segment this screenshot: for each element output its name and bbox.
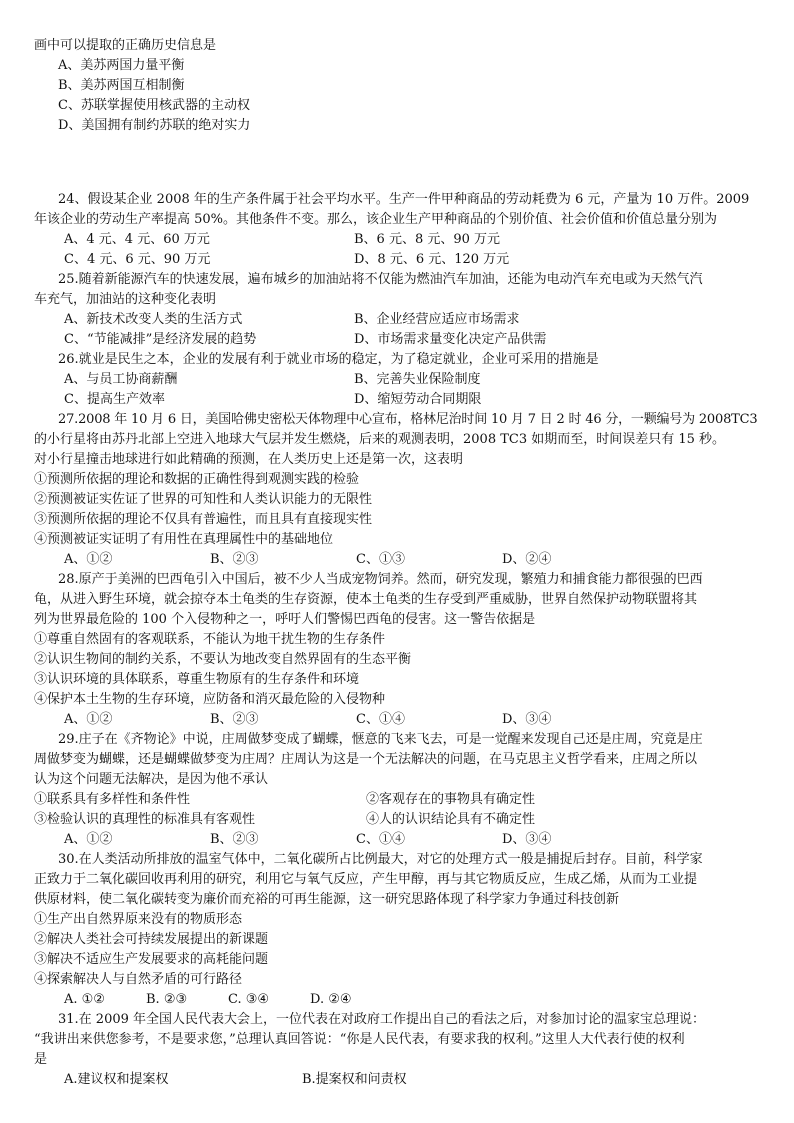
q30-stem-line-2: 正致力于二氧化碳回收再利用的研究，利用它与氧气反应，产生甲醇，再与其它物质反应，生成乙烯，从而为工业提	[34, 872, 698, 887]
q27-statement-2: ②预测被证实佐证了世界的可知性和人类认识能力的无限性	[34, 492, 373, 507]
q28-statement-3: ③认识环境的具体联系，尊重生物原有的生存条件和环境	[34, 672, 360, 687]
q24-stem-line-1: 24、假设某企业 2008 年的生产条件属于社会平均水平。生产一件甲种商品的劳动耗费为 6 元，产量为 10 万件。2009	[58, 192, 750, 207]
q29-stem-line-3: 认为这个问题无法解决，是因为他不承认	[34, 772, 269, 787]
q27-option-b: B、②③	[210, 552, 259, 567]
q26-option-a: A、与员工协商薪酬	[64, 372, 178, 387]
q27-option-c: C、①③	[356, 552, 405, 567]
q31-stem-line-3: 是	[34, 1052, 48, 1067]
q26-option-b: B、完善失业保险制度	[354, 372, 481, 387]
q27-statement-1: ①预测所依据的理论和数据的正确性得到观测实践的检验	[34, 472, 360, 487]
q31-option-a: A.建议权和提案权	[64, 1072, 169, 1087]
q29-statement-3: ③检验认识的真理性的标准具有客观性	[34, 812, 256, 827]
q29-stem-line-1: 29.庄子在《齐物论》中说，庄周做梦变成了蝴蝶，惬意的飞来飞去，可是一觉醒来发现自己还是庄周，究竟是庄	[58, 732, 703, 747]
q25-options-row-2	[34, 330, 760, 350]
q25-options-row-1	[34, 310, 760, 330]
q29-stem-line-2: 周做梦变为蝴蝶，还是蝴蝶做梦变为庄周？庄周认为这是一个无法解决的问题，在马克思主义哲学看来，庄周之所以	[34, 752, 698, 767]
q28-statement-2: ②认识生物间的制约关系，不要认为地改变自然界固有的生态平衡	[34, 652, 412, 667]
q29-option-b: B、②③	[210, 832, 259, 847]
q28-option-a: A、①②	[64, 712, 113, 727]
q30-stem-line-3: 供原材料，使二氧化碳转变为廉价而充裕的可再生能源，这一研究思路体现了科学家力争通过科技创新	[34, 892, 620, 907]
q23-option-a: A、美苏两国力量平衡	[58, 58, 185, 73]
q29-statement-2: ②客观存在的事物具有确定性	[366, 792, 536, 807]
q26-stem-line-1: 26.就业是民生之本，企业的发展有利于就业市场的稳定，为了稳定就业，企业可采用的措施是	[58, 352, 599, 367]
q28-stem-line-3: 列为世界最危险的 100 个入侵物种之一，呼吁人们警惕巴西龟的侵害。这一警告依据是	[34, 612, 536, 627]
q24-options-row-2	[34, 250, 760, 270]
q30-statement-4: ④探索解决人与自然矛盾的可行路径	[34, 972, 243, 987]
q29-statements-row-1	[34, 790, 760, 810]
q24-option-a: A、4 元、4 元、60 万元	[64, 232, 210, 247]
q25-stem-line-2: 车充气，加油站的这种变化表明	[34, 292, 217, 307]
q30-statement-2: ②解决人类社会可持续发展提出的新课题	[34, 932, 269, 947]
q27-options-row	[34, 550, 760, 570]
q26-options-row-2	[34, 390, 760, 410]
q31-options-row	[34, 1070, 760, 1090]
q29-option-c: C、①④	[356, 832, 405, 847]
q23-option-c: C、苏联掌握使用核武器的主动权	[58, 98, 250, 113]
q26-option-d: D、缩短劳动合同期限	[354, 392, 482, 407]
q27-stem-line-2: 的小行星将由苏丹北部上空进入地球大气层并发生燃烧，后来的观测表明，2008 TC3 如期而至，时间误差只有 15 秒。	[34, 432, 726, 447]
q30-option-d: D. ②④	[310, 992, 352, 1007]
q30-stem-line-1: 30.在人类活动所排放的温室气体中，二氧化碳所占比例最大，对它的处理方式一般是捕捉后封存。目前，科学家	[58, 852, 703, 867]
exam-page	[34, 36, 760, 1090]
q25-option-a: A、新技术改变人类的生活方式	[64, 312, 243, 327]
q28-option-c: C、①④	[356, 712, 405, 727]
q30-options-row	[34, 990, 760, 1010]
spacer	[34, 136, 760, 190]
q29-option-a: A、①②	[64, 832, 113, 847]
q28-statement-1: ①尊重自然固有的客观联系，不能认为地干扰生物的生存条件	[34, 632, 386, 647]
q27-option-d: D、②④	[502, 552, 552, 567]
q24-options-row-1	[34, 230, 760, 250]
q25-option-d: D、市场需求量变化决定产品供需	[354, 332, 547, 347]
q31-option-b: B.提案权和问责权	[302, 1072, 407, 1087]
q26-option-c: C、提高生产效率	[64, 392, 165, 407]
q23-option-d: D、美国拥有制约苏联的绝对实力	[58, 118, 251, 133]
q30-option-b: B. ②③	[146, 992, 188, 1007]
q29-statement-1: ①联系具有多样性和条件性	[34, 792, 191, 807]
q24-option-b: B、6 元、8 元、90 万元	[354, 232, 501, 247]
q28-option-b: B、②③	[210, 712, 259, 727]
q28-statement-4: ④保护本土生物的生存环境，应防备和消灭最危险的入侵物种	[34, 692, 386, 707]
q27-statement-3: ③预测所依据的理论不仅具有普遍性，而且具有直接现实性	[34, 512, 373, 527]
q26-options-row-1	[34, 370, 760, 390]
q28-options-row	[34, 710, 760, 730]
q30-option-a: A. ①②	[64, 992, 105, 1007]
q23-option-b: B、美苏两国互相制衡	[58, 78, 185, 93]
q29-options-row	[34, 830, 760, 850]
q29-option-d: D、③④	[502, 832, 552, 847]
q24-stem-line-2: 年该企业的劳动生产率提高 50%。其他条件不变。那么，该企业生产甲种商品的个别价值、社会价值和价值总量分别为	[34, 212, 718, 227]
q27-stem-line-3: 对小行星撞击地球进行如此精确的预测，在人类历史上还是第一次，这表明	[34, 452, 464, 467]
q27-option-a: A、①②	[64, 552, 113, 567]
q28-stem-line-2: 龟，从进入野生环境，就会掠夺本土龟类的生存资源，使本土龟类的生存受到严重威胁，世界自然保护动物联盟将其	[34, 592, 698, 607]
q29-statements-row-2	[34, 810, 760, 830]
q29-statement-4: ④人的认识结论具有不确定性	[366, 812, 536, 827]
q24-option-d: D、8 元、6 元、120 万元	[354, 252, 510, 267]
q27-stem-line-1: 27.2008 年 10 月 6 日，美国哈佛史密松天体物理中心宣布，格林尼治时间 10 月 7 日 2 时 46 分，一颗编号为 2008TC3	[58, 412, 758, 427]
q25-stem-line-1: 25.随着新能源汽车的快速发展，遍布城乡的加油站将不仅能为燃油汽车加油，还能为电动汽车充电或为天然气汽	[58, 272, 703, 287]
q28-stem-line-1: 28.原产于美洲的巴西龟引入中国后，被不少人当成宠物饲养。然而，研究发现，繁殖力和捕食能力都很强的巴西	[58, 572, 703, 587]
q30-statement-1: ①生产出自然界原来没有的物质形态	[34, 912, 243, 927]
q25-option-c: C、“节能减排”是经济发展的趋势	[64, 332, 257, 347]
q25-option-b: B、企业经营应适应市场需求	[354, 312, 520, 327]
q30-statement-3: ③解决不适应生产发展要求的高耗能问题	[34, 952, 269, 967]
q27-statement-4: ④预测被证实证明了有用性在真理属性中的基础地位	[34, 532, 334, 547]
q28-option-d: D、③④	[502, 712, 552, 727]
q24-option-c: C、4 元、6 元、90 万元	[64, 252, 211, 267]
q30-option-c: C. ③④	[228, 992, 270, 1007]
q31-stem-line-2: “我讲出来供您参考，不是要求您，”总理认真回答说：“你是人民代表，有要求我的权利。”这里人大代表行使的权利	[34, 1032, 685, 1047]
q23-stem-tail: 画中可以提取的正确历史信息是	[34, 38, 217, 53]
q31-stem-line-1: 31.在 2009 年全国人民代表大会上，一位代表在对政府工作提出自己的看法之后，对参加讨论的温家宝总理说：	[58, 1012, 706, 1027]
